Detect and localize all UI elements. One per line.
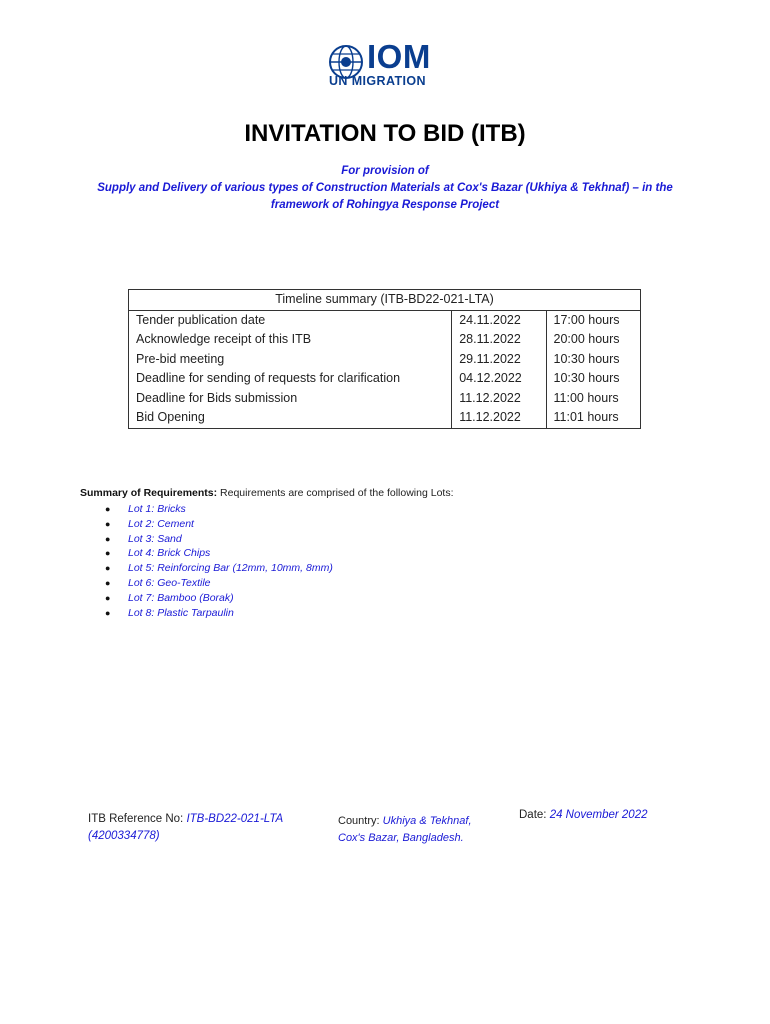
country-value: Ukhiya & Tekhnaf,: [382, 815, 472, 827]
table-row: [129, 408, 641, 428]
date-value: 24 November 2022: [549, 809, 648, 821]
list-item: [105, 546, 333, 561]
lot-label: Lot 1: Bricks: [128, 503, 186, 515]
date-label: Date:: [519, 809, 550, 821]
time-cell: 20:00 hours: [546, 330, 640, 350]
time-cell: 10:30 hours: [546, 369, 640, 389]
subtitle-line-1: For provision of: [341, 165, 429, 177]
table-row: [129, 369, 641, 389]
list-item: [105, 606, 333, 621]
requirements-summary: [80, 487, 454, 499]
event-cell: Acknowledge receipt of this ITB: [129, 330, 452, 350]
event-cell: Pre-bid meeting: [129, 350, 452, 370]
country-label: Country:: [338, 815, 383, 827]
bullet-icon: ●: [105, 607, 111, 618]
country-info: [338, 813, 472, 847]
table-row: [129, 350, 641, 370]
list-item: [105, 517, 333, 532]
lot-label: Lot 3: Sand: [128, 532, 182, 545]
iom-logo: [328, 38, 448, 90]
time-cell: 11:00 hours: [546, 389, 640, 409]
subtitle-line-2: Supply and Delivery of various types of Construction Materials at Cox's Bazar (Ukhiya & Tekhnaf) – in the framework of Rohingya Response Project: [97, 182, 673, 211]
requirements-label: Summary of Requirements:: [80, 487, 218, 499]
lot-label: Lot 8: Plastic Tarpaulin: [128, 606, 234, 619]
event-cell: Deadline for Bids submission: [129, 389, 452, 409]
date-cell: 28.11.2022: [452, 330, 546, 350]
list-item: [105, 576, 333, 591]
ref-value: ITB-BD22-021-LTA: [186, 813, 284, 825]
ref-label: ITB Reference No:: [88, 813, 187, 825]
event-cell: Bid Opening: [129, 408, 452, 428]
bullet-icon: ●: [105, 533, 111, 544]
list-item: [105, 502, 333, 517]
ref-value-secondary: (4200334778): [88, 830, 160, 842]
table-row: [129, 310, 641, 330]
bullet-icon: ●: [105, 592, 111, 603]
bullet-icon: ●: [105, 577, 111, 588]
lot-label: Lot 6: Geo-Textile: [128, 576, 211, 589]
bullet-icon: ●: [105, 563, 111, 574]
time-cell: 17:00 hours: [546, 310, 640, 330]
list-item: [105, 561, 333, 576]
event-cell: Deadline for sending of requests for clarification: [129, 369, 452, 389]
logo-subtext: UN MIGRATION: [329, 74, 426, 88]
country-value-secondary: Cox's Bazar, Bangladesh.: [338, 832, 464, 844]
event-cell: Tender publication date: [129, 310, 452, 330]
bullet-icon: ●: [105, 548, 111, 559]
date-cell: 11.12.2022: [452, 408, 546, 428]
timeline-title: Timeline summary (ITB-BD22-021-LTA): [129, 290, 641, 311]
time-cell: 10:30 hours: [546, 350, 640, 370]
table-row: [129, 330, 641, 350]
lots-list: [105, 502, 333, 620]
time-cell: 11:01 hours: [546, 408, 640, 428]
lot-label: Lot 5: Reinforcing Bar (12mm, 10mm, 8mm): [128, 562, 333, 575]
itb-reference: [88, 811, 283, 845]
table-row: [129, 389, 641, 409]
date-cell: 04.12.2022: [452, 369, 546, 389]
lot-label: Lot 4: Brick Chips: [128, 547, 211, 560]
timeline-header-row: [129, 290, 641, 311]
timeline-table: [128, 289, 641, 429]
date-info: [519, 807, 648, 824]
lot-label: Lot 7: Bamboo (Borak): [128, 591, 234, 604]
document-title: INVITATION TO BID (ITB): [244, 120, 526, 147]
date-cell: 24.11.2022: [452, 310, 546, 330]
list-item: [105, 591, 333, 606]
bullet-icon: ●: [105, 504, 111, 514]
date-cell: 29.11.2022: [452, 350, 546, 370]
date-cell: 11.12.2022: [452, 389, 546, 409]
logo-wordmark: IOM: [367, 38, 431, 75]
lot-label: Lot 2: Cement: [128, 517, 194, 530]
requirements-text: Requirements are comprised of the following Lots:: [217, 487, 454, 499]
list-item: [105, 532, 333, 547]
bullet-icon: ●: [105, 518, 111, 529]
